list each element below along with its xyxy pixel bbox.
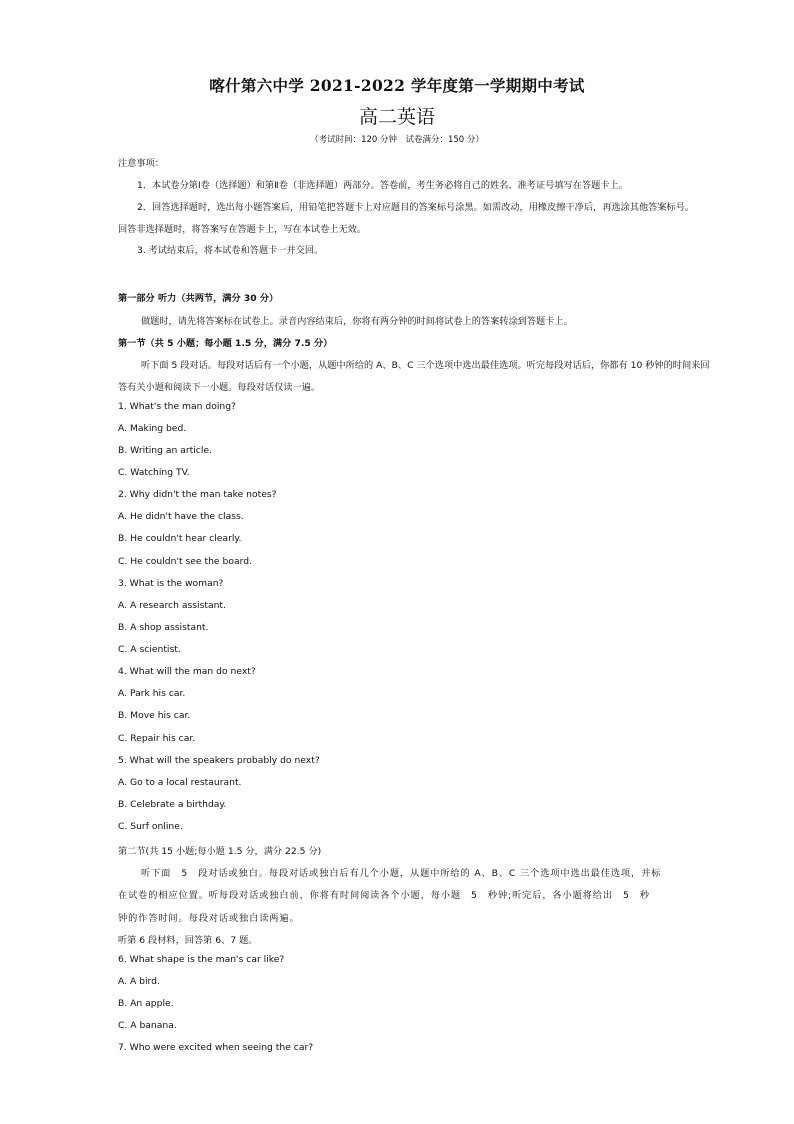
question-5-option-b: B. Celebrate a birthday. [118,799,227,810]
note-item-3: 3. 考试结束后，将本试卷和答题卡一并交回。 [137,245,324,256]
note-item-1: 1．本试卷分第Ⅰ卷（选择题）和第Ⅱ卷（非选择题）两部分。答卷前，考生务必将自己的姓名、准考证号填写在答题卡上。 [137,180,628,191]
question-6-option-c: C. A banana. [118,1020,177,1031]
section1-heading: 第一节（共 5 小题；每小题 1.5 分，满分 7.5 分） [118,338,333,349]
question-4-option-c: C. Repair his car. [118,733,196,744]
subject-title: 高二英语 [358,106,435,128]
question-1-option-b: B. Writing an article. [118,445,212,456]
exam-title: 喀什第六中学 2021-2022 学年度第一学期期中考试 [209,76,585,95]
material-6-heading: 听第 6 段材料，回答第 6、7 题。 [118,935,258,946]
note-item-2-cont: 回答非选择题时，将答案写在答题卡上，写在本试卷上无效。 [118,224,367,235]
question-4-option-a: A. Park his car. [118,688,186,699]
question-3-option-b: B. A shop assistant. [118,622,209,633]
question-3: 3. What is the woman? [118,578,224,589]
question-6-option-b: B. An apple. [118,998,174,1009]
question-4-option-b: B. Move his car. [118,710,191,721]
question-5-option-a: A. Go to a local restaurant. [118,777,242,788]
question-1-option-a: A. Making bed. [118,423,187,434]
section1-directions: 听下面 5 段对话。每段对话后有一个小题，从题中所给的 A、B、C 三个选项中选出最佳选项。听完每段对话后，你都有 10 秒钟的时间来回 [141,360,710,371]
section2-heading: 第二节(共 15 小题;每小题 1.5 分，满分 22.5 分) [118,846,322,857]
question-1: 1. What's the man doing? [118,401,236,412]
part1-instruction: 做题时，请先将答案标在试卷上。录音内容结束后，你将有两分钟的时间将试卷上的答案转涂到答题卡上。 [141,316,573,327]
exam-info: （考试时间：120 分钟 试卷满分：150 分） [310,135,484,145]
question-2: 2. Why didn't the man take notes? [118,489,277,500]
question-2-option-a: A. He didn't have the class. [118,511,244,522]
question-5-option-c: C. Surf online. [118,821,183,832]
question-6-option-a: A. A bird. [118,976,160,987]
note-item-2: 2．回答选择题时，选出每小题答案后，用铅笔把答题卡上对应题目的答案标号涂黑。如需改动，用橡皮擦干净后，再选涂其他答案标号。 [137,202,695,213]
question-3-option-c: C. A scientist. [118,644,181,655]
question-3-option-a: A. A research assistant. [118,600,226,611]
question-2-option-c: C. He couldn't see the board. [118,556,252,567]
notes-heading: 注意事项： [118,158,164,169]
section2-directions-cont-1: 在试卷的相应位置。听每段对话或独白前，你将有时间阅读各个小题，每小题 5 秒钟;听完后，各小题将给出 5 秒 [118,890,650,901]
question-1-option-c: C. Watching TV. [118,467,190,478]
section2-directions: 听下面 5 段对话或独白。每段对话或独白后有几个小题，从题中所给的 A、B、C 三个选项中选出最佳选项，并标 [141,868,662,879]
question-6: 6. What shape is the man's car like? [118,954,285,965]
section1-directions-cont: 答有关小题和阅读下一小题。每段对话仅读一遍。 [118,382,321,393]
question-2-option-b: B. He couldn't hear clearly. [118,533,242,544]
section2-directions-cont-2: 钟的作答时间。每段对话或独白读两遍。 [118,913,300,924]
question-7: 7. Who were excited when seeing the car? [118,1042,314,1053]
part1-heading: 第一部分 听力（共两节，满分 30 分） [118,293,279,304]
question-4: 4. What will the man do next? [118,666,256,677]
question-5: 5. What will the speakers probably do next? [118,755,320,766]
